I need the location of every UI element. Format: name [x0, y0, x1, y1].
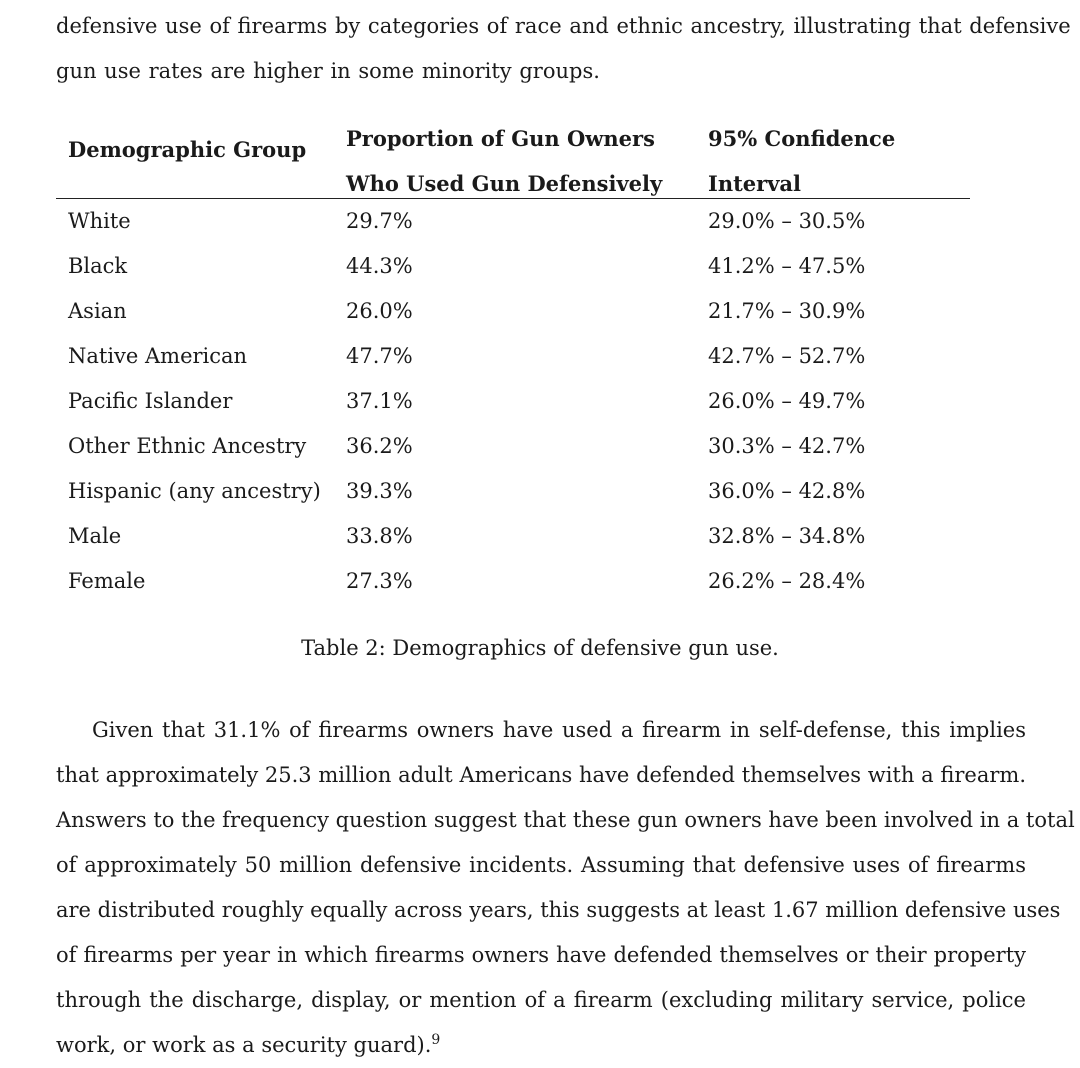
table-body	[56, 199, 970, 604]
cell-group: Other Ethnic Ancestry	[68, 434, 307, 458]
table-header	[56, 110, 970, 199]
table-row	[56, 424, 970, 469]
paragraph-line: Answers to the frequency question suggest that these gun owners have been involved in a total	[56, 808, 1075, 832]
header-proportion-line2: Who Used Gun Defensively	[346, 171, 663, 196]
cell-ci: 26.2% – 28.4%	[708, 569, 866, 593]
paragraph-line: of approximately 50 million defensive incidents. Assuming that defensive uses of firearms	[56, 853, 1026, 877]
cell-ci: 26.0% – 49.7%	[708, 389, 866, 413]
table-row	[56, 559, 970, 604]
cell-group: White	[68, 209, 131, 233]
paragraph-line: of firearms per year in which firearms owners have defended themselves or their property	[56, 943, 1026, 967]
cell-group: Black	[68, 254, 128, 278]
table-row	[56, 199, 970, 244]
body-paragraph	[56, 708, 1075, 1068]
table-row	[56, 289, 970, 334]
header-proportion-line1: Proportion of Gun Owners	[346, 126, 655, 151]
cell-group: Female	[68, 569, 146, 593]
cell-proportion: 39.3%	[346, 479, 413, 503]
header-confidence-interval	[708, 116, 895, 206]
paragraph-line: are distributed roughly equally across years, this suggests at least 1.67 million defensive uses	[56, 898, 1061, 922]
cell-proportion: 27.3%	[346, 569, 413, 593]
demographics-table	[56, 110, 970, 604]
table-row	[56, 514, 970, 559]
cell-group: Native American	[68, 344, 248, 368]
cell-ci: 36.0% – 42.8%	[708, 479, 866, 503]
cell-ci: 29.0% – 30.5%	[708, 209, 866, 233]
cell-proportion: 47.7%	[346, 344, 413, 368]
cell-group: Asian	[68, 299, 127, 323]
paragraph-last-line	[56, 1023, 1026, 1068]
cell-ci: 32.8% – 34.8%	[708, 524, 866, 548]
intro-line: gun use rates are higher in some minority groups.	[56, 59, 600, 83]
cell-ci: 21.7% – 30.9%	[708, 299, 866, 323]
header-ci-line1: 95% Confidence	[708, 126, 896, 151]
cell-proportion: 37.1%	[346, 389, 413, 413]
table-row	[56, 334, 970, 379]
cell-group: Pacific Islander	[68, 389, 233, 413]
paragraph-line: that approximately 25.3 million adult Americans have defended themselves with a firearm.	[56, 763, 1026, 787]
cell-ci: 30.3% – 42.7%	[708, 434, 866, 458]
paragraph-line: work, or work as a security guard).	[56, 1033, 432, 1057]
cell-proportion: 26.0%	[346, 299, 413, 323]
cell-ci: 41.2% – 47.5%	[708, 254, 866, 278]
cell-proportion: 33.8%	[346, 524, 413, 548]
header-proportion	[346, 116, 662, 206]
cell-group: Male	[68, 524, 122, 548]
paragraph-line: through the discharge, display, or mention of a firearm (excluding military service, police	[56, 988, 1026, 1012]
table-caption: Table 2: Demographics of defensive gun use.	[301, 636, 779, 660]
cell-proportion: 36.2%	[346, 434, 413, 458]
cell-group: Hispanic (any ancestry)	[68, 479, 321, 503]
cell-ci: 42.7% – 52.7%	[708, 344, 866, 368]
footnote-marker[interactable]: 9	[431, 1032, 441, 1048]
table-row	[56, 379, 970, 424]
header-ci-line2: Interval	[708, 171, 802, 196]
header-demographic-group: Demographic Group	[68, 137, 307, 162]
intro-line: defensive use of firearms by categories of race and ethnic ancestry, illustrating that defensive	[56, 14, 1071, 38]
table-row	[56, 469, 970, 514]
cell-proportion: 44.3%	[346, 254, 413, 278]
paragraph-line: Given that 31.1% of firearms owners have used a firearm in self-defense, this implies	[92, 718, 1026, 742]
intro-text	[56, 4, 1071, 94]
cell-proportion: 29.7%	[346, 209, 413, 233]
table-row	[56, 244, 970, 289]
